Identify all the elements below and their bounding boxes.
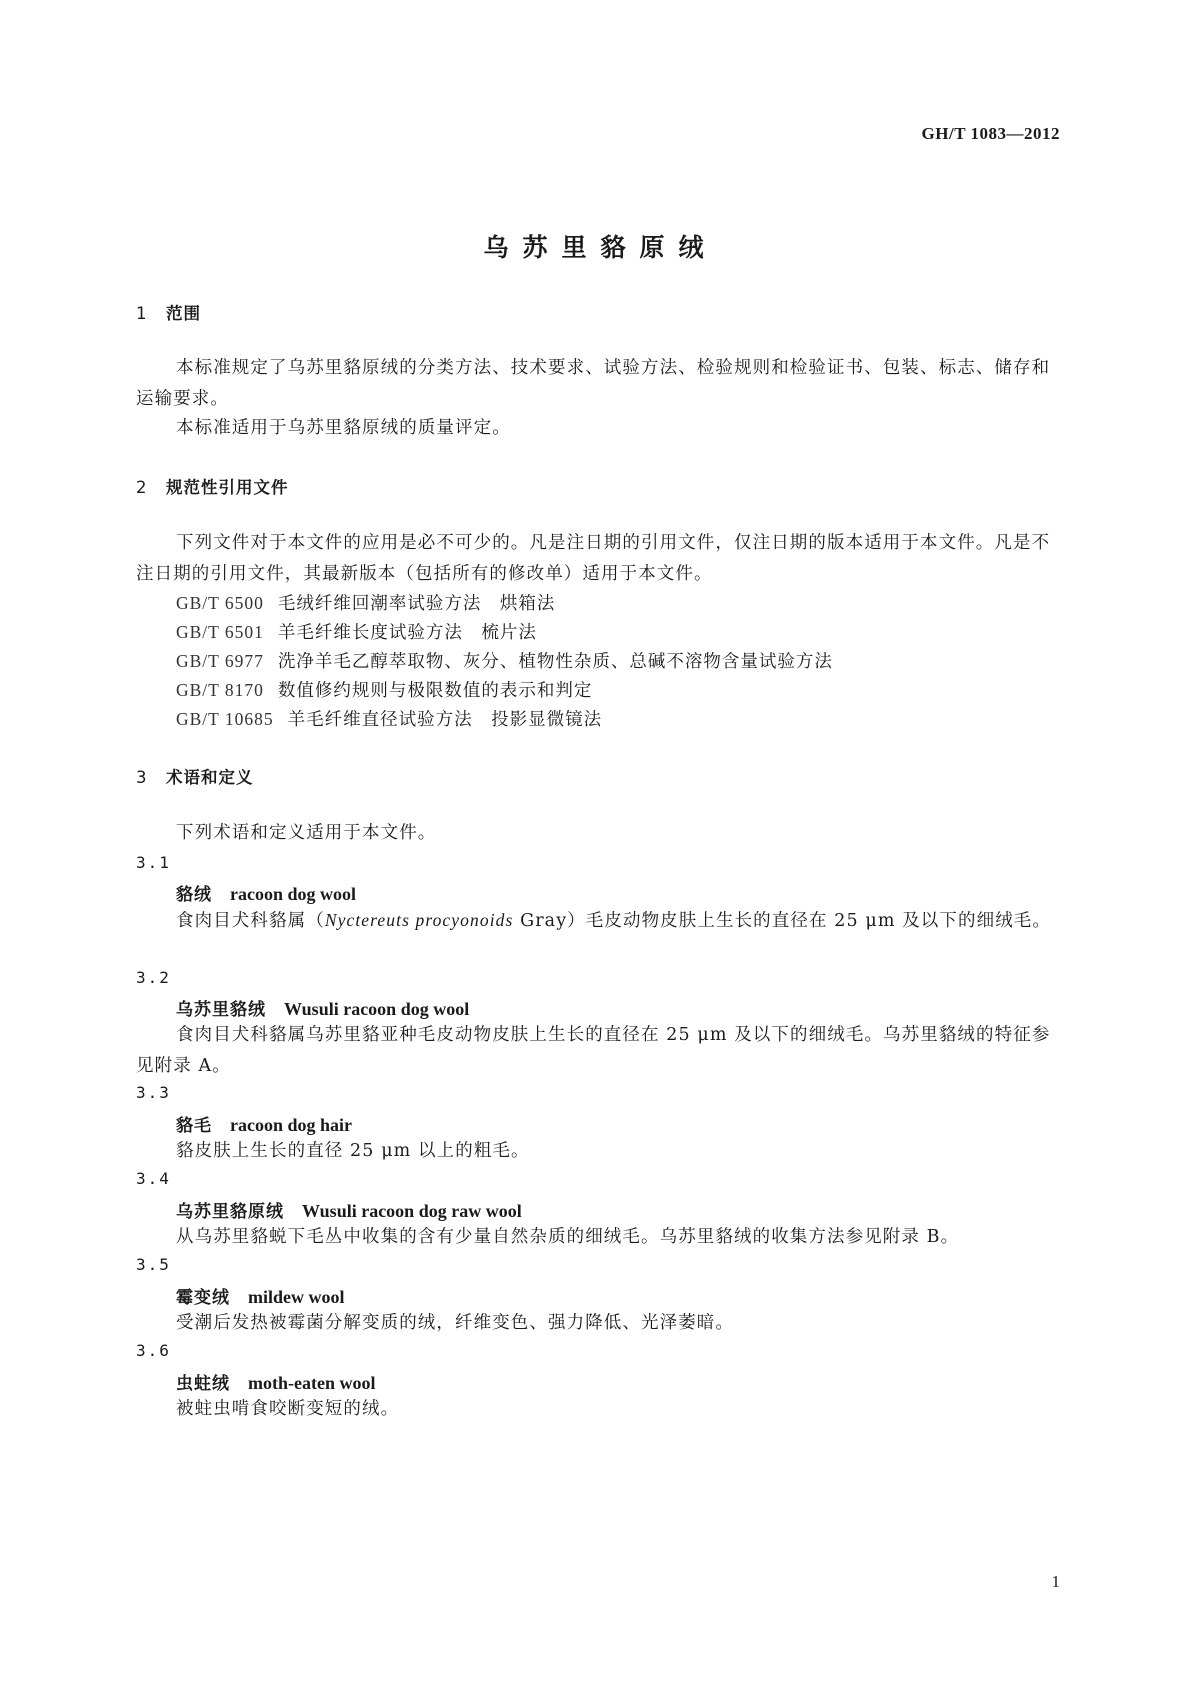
section-title: 范围 [166,304,201,323]
latin-species-name: Nyctereuts procyonoids [324,910,514,930]
term-heading [176,1283,345,1308]
reference-title: 羊毛纤维直径试验方法 投影显微镜法 [287,710,603,730]
term-number: 3.6 [136,1341,171,1360]
term-chinese: 貉毛 [176,1116,212,1136]
term-definition: 貉皮肤上生长的直径 25 μm 以上的粗毛。 [176,1141,530,1161]
reference-code: GB/T 6501 [176,622,264,642]
reference-item [176,677,592,702]
section-number: 1 [136,304,148,323]
term-number: 3.3 [136,1083,171,1102]
term-english: racoon dog wool [230,884,356,904]
term-number: 3.2 [136,968,171,987]
term-heading [176,1111,352,1136]
term-definition: 食肉目犬科貉属乌苏里貉亚种毛皮动物皮肤上生长的直径在 25 μm 及以下的细绒毛。乌苏里貉绒的特征参见附录 A。 [136,1025,1051,1076]
term-chinese: 乌苏里貉原绒 [176,1202,284,1222]
term-number: 3.4 [136,1169,171,1188]
reference-code: GB/T 6977 [176,651,264,671]
term-chinese: 貉绒 [176,885,212,905]
reference-title: 羊毛纤维长度试验方法 梳片法 [277,623,537,643]
term-english: mildew wool [248,1287,345,1307]
reference-code: GB/T 10685 [176,709,274,729]
term-chinese: 霉变绒 [176,1288,230,1308]
reference-item [176,619,537,644]
definition-text: Gray）毛皮动物皮肤上生长的直径在 25 μm 及以下的细绒毛。 [513,911,1052,931]
page-number: 1 [1051,1572,1060,1591]
term-definition: 从乌苏里貉蜕下毛丛中收集的含有少量自然杂质的细绒毛。乌苏里貉绒的收集方法参见附录 B。 [176,1227,960,1247]
term-definition: 受潮后发热被霉菌分解变质的绒，纤维变色、强力降低、光泽萎暗。 [176,1313,734,1333]
standard-code: GH/T 1083—2012 [921,124,1060,143]
paragraph: 下列文件对于本文件的应用是必不可少的。凡是注日期的引用文件，仅注日期的版本适用于本文件。凡是不注日期的引用文件，其最新版本（包括所有的修改单）适用于本文件。 [136,533,1051,584]
term-heading [176,1197,522,1222]
section-title: 术语和定义 [166,768,254,787]
term-english: racoon dog hair [230,1115,353,1135]
section-2-heading [136,474,289,498]
reference-item [176,590,555,615]
paragraph: 本标准规定了乌苏里貉原绒的分类方法、技术要求、试验方法、检验规则和检验证书、包装、标志、储存和运输要求。 [136,358,1051,409]
term-english: Wusuli racoon dog wool [284,999,470,1019]
term-english: Wusuli racoon dog raw wool [302,1201,522,1221]
term-heading [176,1369,375,1394]
term-chinese: 虫蛀绒 [176,1374,230,1394]
reference-code: GB/T 8170 [176,680,264,700]
reference-item [176,706,602,731]
section-3-heading [136,764,254,788]
term-definition [136,905,1056,937]
paragraph: 下列术语和定义适用于本文件。 [176,823,437,843]
section-1-heading [136,300,201,324]
reference-title: 数值修约规则与极限数值的表示和判定 [277,681,593,701]
term-definition: 被蛀虫啃食咬断变短的绒。 [176,1399,400,1419]
reference-item [176,648,833,673]
reference-code: GB/T 6500 [176,593,264,613]
section-number: 3 [136,768,148,787]
term-number: 3.1 [136,853,171,872]
section-number: 2 [136,478,148,497]
paragraph: 本标准适用于乌苏里貉原绒的质量评定。 [176,418,511,438]
term-heading [176,880,356,905]
document-title: 乌苏里貉原绒 [483,233,718,262]
reference-title: 毛绒纤维回潮率试验方法 烘箱法 [277,594,556,614]
term-english: moth-eaten wool [248,1373,376,1393]
term-number: 3.5 [136,1255,171,1274]
reference-title: 洗净羊毛乙醇萃取物、灰分、植物性杂质、总碱不溶物含量试验方法 [277,652,833,672]
definition-text: 食肉目犬科貉属（ [176,911,325,931]
term-heading [176,995,469,1020]
section-title: 规范性引用文件 [166,478,289,497]
term-chinese: 乌苏里貉绒 [176,1000,266,1020]
